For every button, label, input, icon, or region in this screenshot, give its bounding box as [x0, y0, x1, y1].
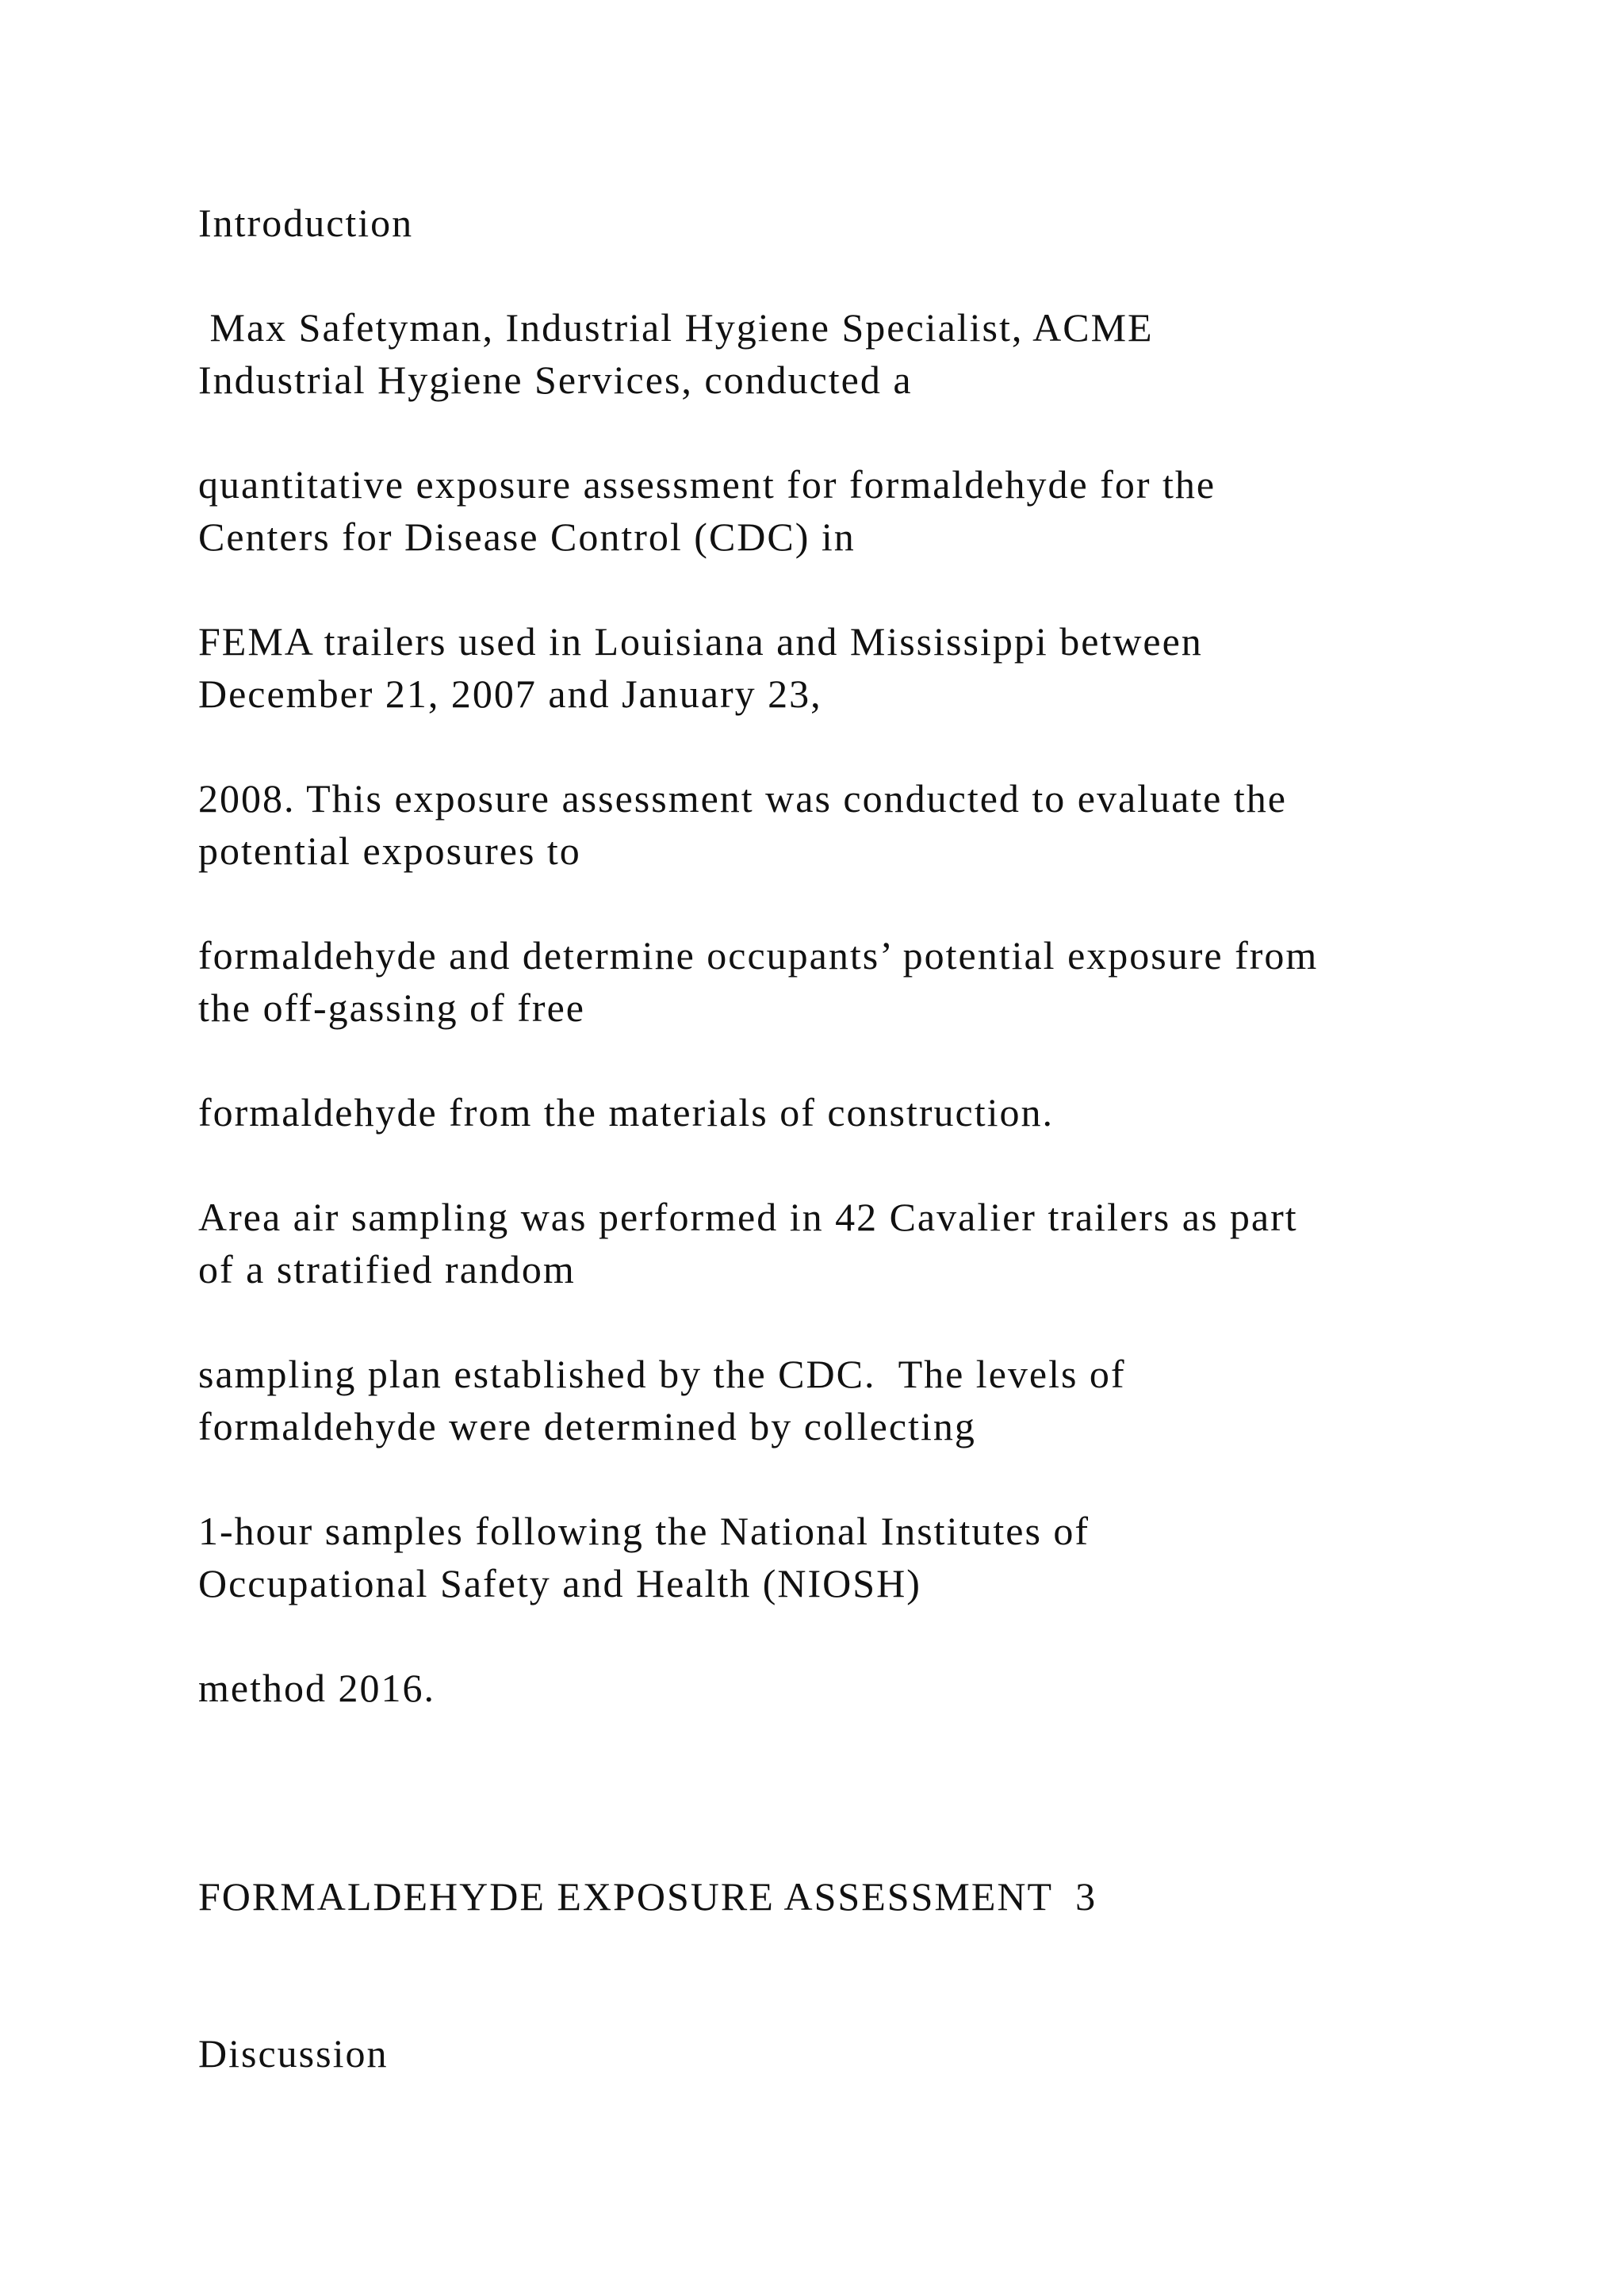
body-line: sampling plan established by the CDC. The levels of — [198, 1352, 1126, 1396]
body-line: Occupational Safety and Health (NIOSH) — [198, 1561, 921, 1605]
body-line: Max Safetyman, Industrial Hygiene Specialist, ACME — [198, 305, 1154, 350]
body-line: 1-hour samples following the National Institutes of — [198, 1509, 1090, 1553]
body-line: of a stratified random — [198, 1247, 576, 1292]
body-line: FEMA trailers used in Louisiana and Mississippi between — [198, 619, 1203, 664]
section-heading-introduction: Introduction — [198, 201, 414, 245]
body-line: December 21, 2007 and January 23, — [198, 672, 822, 716]
running-header: FORMALDEHYDE EXPOSURE ASSESSMENT 3 — [198, 1874, 1097, 1919]
body-line: 2008. This exposure assessment was conducted to evaluate the — [198, 776, 1287, 821]
body-line: the off-gassing of free — [198, 985, 585, 1030]
body-line: formaldehyde and determine occupants’ potential exposure from — [198, 933, 1319, 978]
body-line: Centers for Disease Control (CDC) in — [198, 515, 856, 559]
body-line: Area air sampling was performed in 42 Cavalier trailers as part — [198, 1195, 1298, 1239]
body-line: method 2016. — [198, 1666, 435, 1710]
section-heading-discussion: Discussion — [198, 2031, 389, 2076]
body-line: formaldehyde from the materials of construction. — [198, 1090, 1055, 1135]
body-line: Industrial Hygiene Services, conducted a — [198, 358, 913, 402]
body-line: formaldehyde were determined by collecting — [198, 1404, 976, 1448]
body-line: quantitative exposure assessment for formaldehyde for the — [198, 462, 1216, 507]
body-line: potential exposures to — [198, 828, 581, 873]
